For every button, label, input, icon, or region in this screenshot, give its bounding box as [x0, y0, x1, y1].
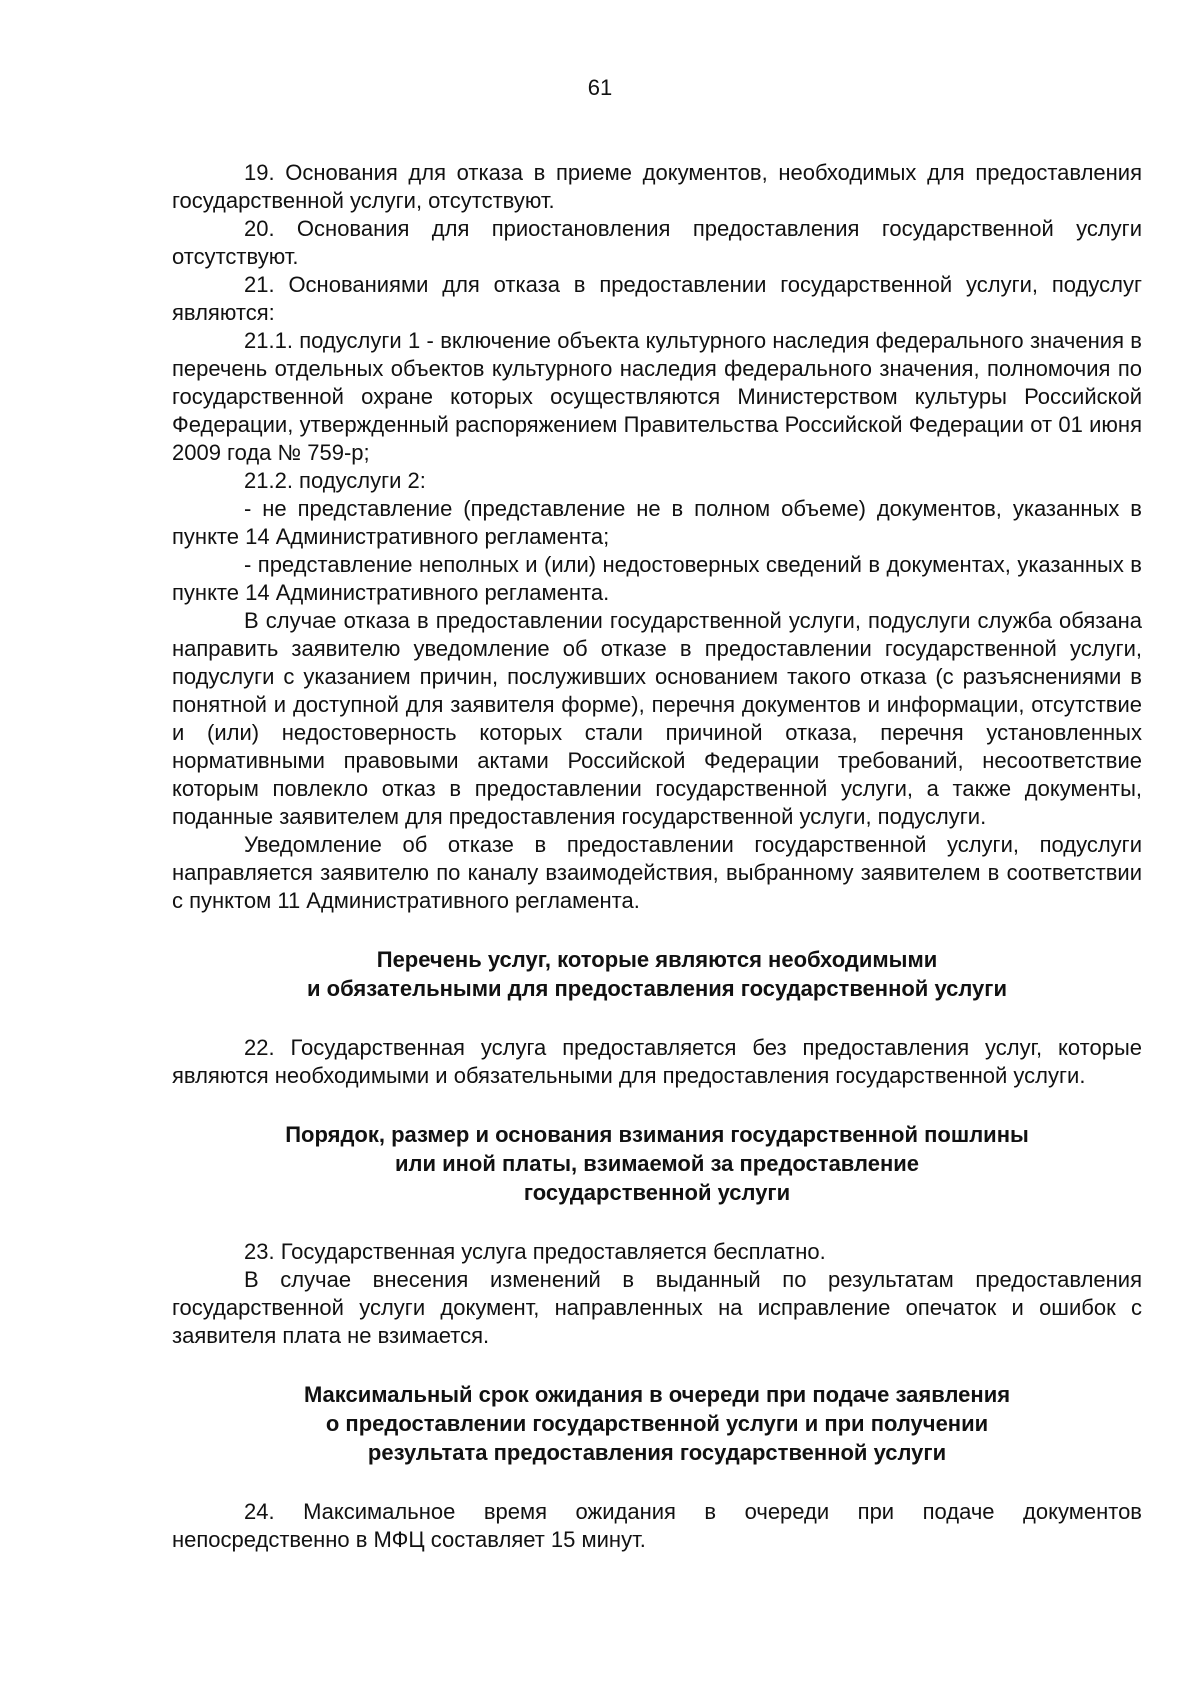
- paragraph-correction-fee: В случае внесения изменений в выданный по результатам предоставления государственной услуги документ, направленных на исправление опечаток и ошибок с заявителя плата не взимается.: [172, 1267, 1142, 1348]
- list-item: - представление неполных и (или) недостоверных сведений в документах, указанных в пункте 14 Административного регламента.: [172, 552, 1142, 605]
- page-number: 61: [587, 75, 613, 100]
- paragraph-24: 24. Максимальное время ожидания в очереди при подаче документов непосредственно в МФЦ составляет 15 минут.: [172, 1499, 1142, 1552]
- paragraph-21-2: 21.2. подуслуги 2:: [244, 468, 426, 493]
- list-item: - не представление (представление не в полном объеме) документов, указанных в пункте 14 Административного регламента;: [172, 496, 1142, 549]
- paragraph-refusal-case: В случае отказа в предоставлении государственной услуги, подуслуги служба обязана направить заявителю уведомление об отказе в предоставлении государственной услуги, подуслуги с указанием причин, послуживших основанием такого отказа (с разъяснениями в понятной и доступной для заявителя форме), перечня документов и информации, отсутствие и (или) недостоверность которых стали причиной отказа, перечня установленных нормативными правовыми актами Российской Федерации требований, несоответствие которым повлекло отказ в предоставлении государственной услуги, а также документы, поданные заявителем для предоставления государственной услуги, подуслуги.: [172, 608, 1142, 829]
- section-heading-required-services: Перечень услуг, которые являются необходимыми и обязательными для предоставления государственной услуги: [307, 947, 1007, 1001]
- paragraph-19: 19. Основания для отказа в приеме документов, необходимых для предоставления государственной услуги, отсутствуют.: [172, 160, 1142, 213]
- paragraph-refusal-notice: Уведомление об отказе в предоставлении государственной услуги, подуслуги направляется заявителю по каналу взаимодействия, выбранному заявителем в соответствии с пунктом 11 Административного регламента.: [172, 832, 1142, 913]
- section-heading-state-fee: Порядок, размер и основания взимания государственной пошлины или иной платы, взимаемой за предоставление государственной услуги: [285, 1122, 1029, 1205]
- section-heading-waiting-time: Максимальный срок ожидания в очереди при подаче заявления о предоставлении государственной услуги и при получении результата предоставления государственной услуги: [303, 1382, 1011, 1465]
- paragraph-22: 22. Государственная услуга предоставляется без предоставления услуг, которые являются необходимыми и обязательными для предоставления государственной услуги.: [172, 1035, 1142, 1088]
- paragraph-21-1: 21.1. подуслуги 1 - включение объекта культурного наследия федерального значения в перечень отдельных объектов культурного наследия федерального значения, полномочия по государственной охране которых осуществляются Министерством культуры Российской Федерации, утвержденный распоряжением Правительства Российской Федерации от 01 июня 2009 года № 759-р;: [172, 328, 1142, 465]
- paragraph-20: 20. Основания для приостановления предоставления государственной услуги отсутствуют.: [172, 216, 1142, 269]
- paragraph-23: 23. Государственная услуга предоставляется бесплатно.: [244, 1239, 826, 1264]
- paragraph-21: 21. Основаниями для отказа в предоставлении государственной услуги, подуслуг являются:: [172, 272, 1142, 325]
- document-body: [172, 159, 1142, 1554]
